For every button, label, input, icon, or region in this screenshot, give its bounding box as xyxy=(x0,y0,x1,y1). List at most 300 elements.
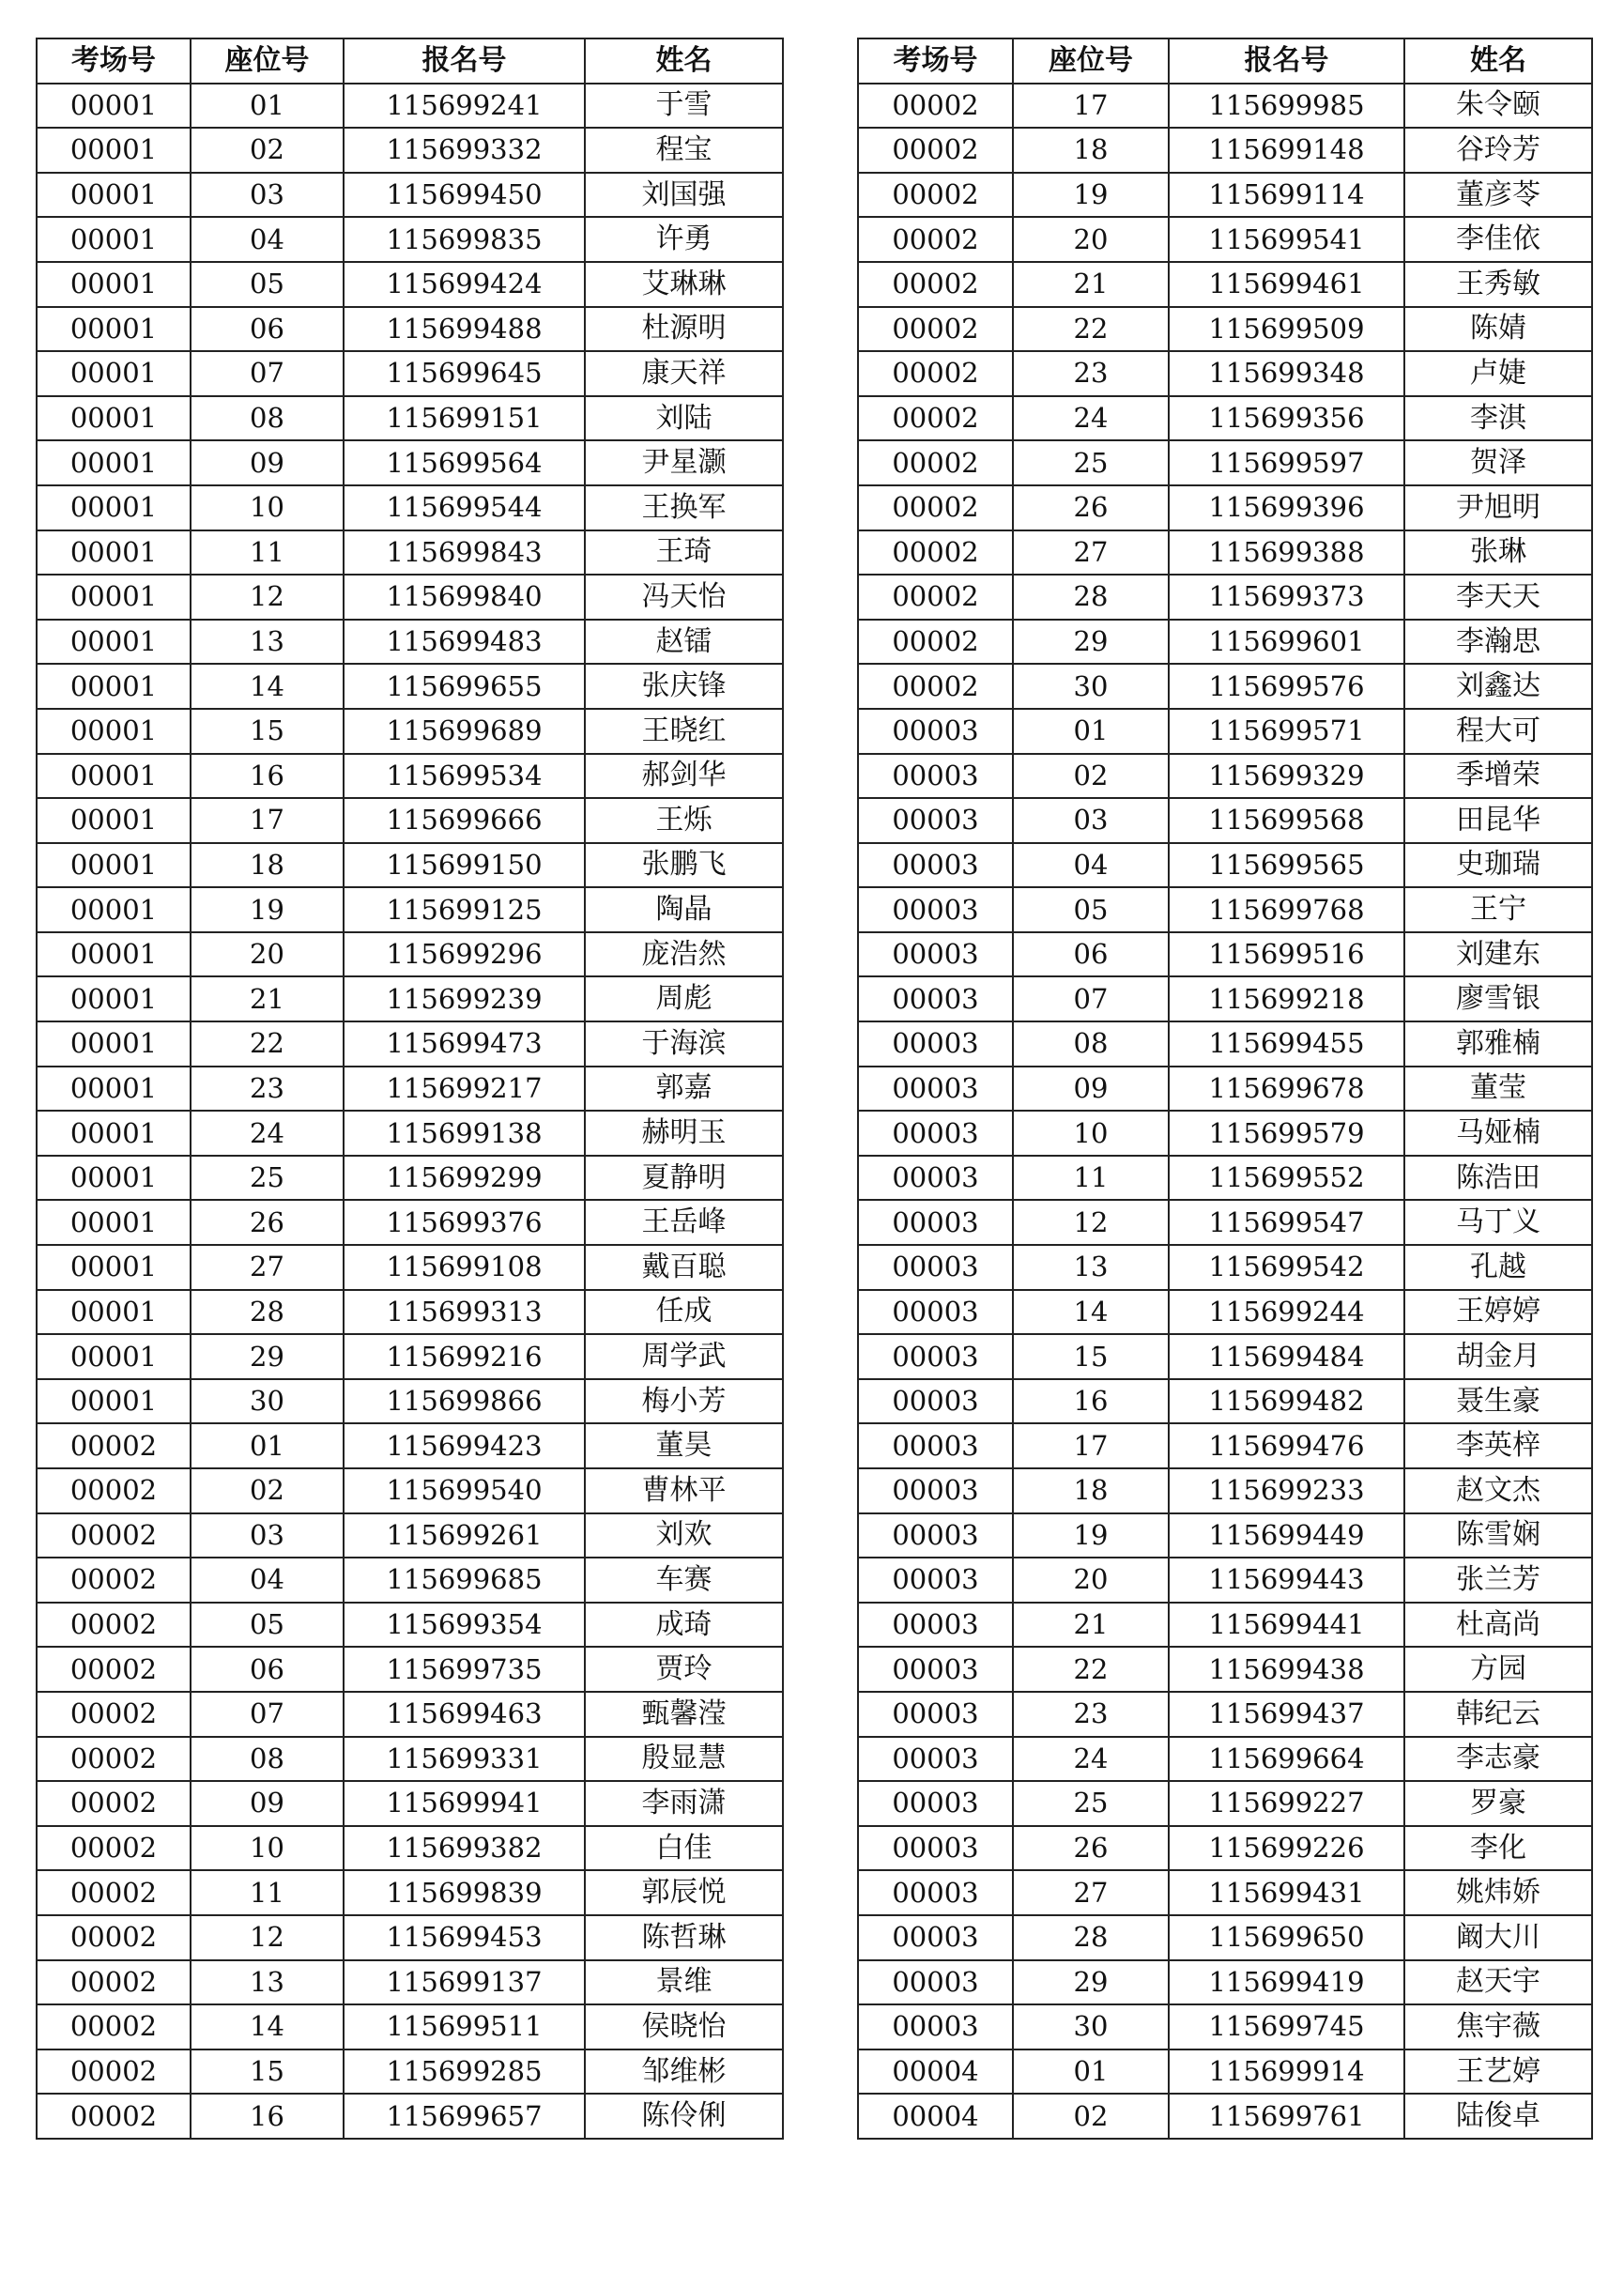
table-row xyxy=(37,440,783,485)
cell-exam-room: 00002 xyxy=(858,396,1013,441)
cell-exam-room: 00003 xyxy=(858,2004,1013,2049)
table-row xyxy=(37,887,783,932)
cell-registration-number: 115699348 xyxy=(1169,351,1404,396)
table-row xyxy=(858,1603,1592,1648)
cell-seat-number: 21 xyxy=(1013,262,1169,307)
cell-seat-number: 14 xyxy=(191,2004,344,2049)
cell-name: 杜高尚 xyxy=(1404,1603,1592,1648)
table-row xyxy=(37,1603,783,1648)
cell-name: 张庆锋 xyxy=(585,664,783,709)
cell-exam-room: 00001 xyxy=(37,843,191,888)
header-exam-room: 考场号 xyxy=(37,38,191,84)
cell-registration-number: 115699463 xyxy=(344,1692,585,1737)
cell-registration-number: 115699424 xyxy=(344,262,585,307)
cell-name: 罗豪 xyxy=(1404,1781,1592,1826)
cell-name: 李英梓 xyxy=(1404,1423,1592,1468)
table-row xyxy=(858,1423,1592,1468)
cell-name: 冯天怡 xyxy=(585,575,783,620)
cell-registration-number: 115699261 xyxy=(344,1513,585,1558)
cell-exam-room: 00003 xyxy=(858,1603,1013,1648)
header-registration-number: 报名号 xyxy=(344,38,585,84)
cell-exam-room: 00003 xyxy=(858,1826,1013,1871)
cell-registration-number: 115699137 xyxy=(344,1960,585,2005)
cell-seat-number: 11 xyxy=(1013,1156,1169,1201)
table-row xyxy=(37,1558,783,1603)
cell-seat-number: 26 xyxy=(191,1200,344,1245)
cell-exam-room: 00003 xyxy=(858,1156,1013,1201)
cell-seat-number: 10 xyxy=(191,485,344,530)
cell-seat-number: 05 xyxy=(1013,887,1169,932)
cell-exam-room: 00001 xyxy=(37,396,191,441)
cell-name: 贾玲 xyxy=(585,1647,783,1692)
table-row xyxy=(37,976,783,1021)
cell-name: 杜源明 xyxy=(585,307,783,352)
cell-exam-room: 00002 xyxy=(37,1558,191,1603)
cell-seat-number: 16 xyxy=(191,2094,344,2139)
cell-registration-number: 115699568 xyxy=(1169,798,1404,843)
cell-seat-number: 28 xyxy=(1013,575,1169,620)
cell-registration-number: 115699540 xyxy=(344,1468,585,1513)
cell-exam-room: 00001 xyxy=(37,307,191,352)
cell-exam-room: 00002 xyxy=(858,530,1013,576)
cell-registration-number: 115699455 xyxy=(1169,1021,1404,1067)
cell-registration-number: 115699735 xyxy=(344,1647,585,1692)
table-row xyxy=(37,1067,783,1112)
table-row xyxy=(37,1200,783,1245)
cell-name: 殷显慧 xyxy=(585,1737,783,1782)
cell-registration-number: 115699227 xyxy=(1169,1781,1404,1826)
cell-name: 成琦 xyxy=(585,1603,783,1648)
cell-seat-number: 09 xyxy=(1013,1067,1169,1112)
cell-name: 许勇 xyxy=(585,217,783,262)
cell-exam-room: 00001 xyxy=(37,530,191,576)
cell-exam-room: 00001 xyxy=(37,1111,191,1156)
table-row xyxy=(37,575,783,620)
cell-seat-number: 07 xyxy=(191,1692,344,1737)
cell-seat-number: 17 xyxy=(1013,1423,1169,1468)
cell-registration-number: 115699449 xyxy=(1169,1513,1404,1558)
table-row xyxy=(858,1245,1592,1290)
cell-name: 刘国强 xyxy=(585,173,783,218)
cell-seat-number: 10 xyxy=(191,1826,344,1871)
cell-seat-number: 22 xyxy=(1013,1647,1169,1692)
cell-exam-room: 00003 xyxy=(858,1647,1013,1692)
cell-exam-room: 00002 xyxy=(858,620,1013,665)
cell-exam-room: 00003 xyxy=(858,1468,1013,1513)
cell-seat-number: 04 xyxy=(1013,843,1169,888)
cell-name: 季增荣 xyxy=(1404,754,1592,799)
cell-seat-number: 15 xyxy=(191,2049,344,2095)
cell-seat-number: 23 xyxy=(1013,351,1169,396)
cell-exam-room: 00001 xyxy=(37,217,191,262)
cell-exam-room: 00002 xyxy=(858,485,1013,530)
cell-registration-number: 115699542 xyxy=(1169,1245,1404,1290)
cell-exam-room: 00001 xyxy=(37,1290,191,1335)
cell-registration-number: 115699579 xyxy=(1169,1111,1404,1156)
cell-exam-room: 00001 xyxy=(37,976,191,1021)
cell-seat-number: 11 xyxy=(191,530,344,576)
table-row xyxy=(858,1870,1592,1915)
cell-registration-number: 115699840 xyxy=(344,575,585,620)
cell-exam-room: 00003 xyxy=(858,1423,1013,1468)
cell-seat-number: 06 xyxy=(191,1647,344,1692)
table-row xyxy=(858,1781,1592,1826)
table-row xyxy=(858,1647,1592,1692)
cell-registration-number: 115699516 xyxy=(1169,932,1404,977)
table-row xyxy=(37,1156,783,1201)
table-row xyxy=(858,2004,1592,2049)
cell-name: 聂生豪 xyxy=(1404,1379,1592,1424)
cell-registration-number: 115699544 xyxy=(344,485,585,530)
cell-name: 邹维彬 xyxy=(585,2049,783,2095)
cell-name: 陈浩田 xyxy=(1404,1156,1592,1201)
cell-seat-number: 19 xyxy=(1013,173,1169,218)
cell-exam-room: 00002 xyxy=(858,128,1013,173)
cell-name: 陈伶俐 xyxy=(585,2094,783,2139)
cell-registration-number: 115699689 xyxy=(344,709,585,754)
cell-registration-number: 115699453 xyxy=(344,1915,585,1960)
cell-seat-number: 19 xyxy=(191,887,344,932)
table-row xyxy=(37,843,783,888)
cell-seat-number: 18 xyxy=(191,843,344,888)
cell-exam-room: 00003 xyxy=(858,798,1013,843)
cell-name: 赵文杰 xyxy=(1404,1468,1592,1513)
table-row xyxy=(858,620,1592,665)
cell-registration-number: 115699226 xyxy=(1169,1826,1404,1871)
table-row xyxy=(37,1513,783,1558)
cell-seat-number: 19 xyxy=(1013,1513,1169,1558)
cell-registration-number: 115699571 xyxy=(1169,709,1404,754)
cell-exam-room: 00002 xyxy=(37,1737,191,1782)
cell-registration-number: 115699450 xyxy=(344,173,585,218)
cell-name: 王晓红 xyxy=(585,709,783,754)
table-row xyxy=(37,664,783,709)
cell-name: 田昆华 xyxy=(1404,798,1592,843)
cell-seat-number: 01 xyxy=(191,1423,344,1468)
cell-registration-number: 115699241 xyxy=(344,84,585,129)
header-exam-room: 考场号 xyxy=(858,38,1013,84)
cell-name: 方园 xyxy=(1404,1647,1592,1692)
cell-seat-number: 30 xyxy=(1013,664,1169,709)
cell-registration-number: 115699299 xyxy=(344,1156,585,1201)
cell-name: 艾琳琳 xyxy=(585,262,783,307)
cell-seat-number: 27 xyxy=(1013,1870,1169,1915)
header-registration-number: 报名号 xyxy=(1169,38,1404,84)
cell-seat-number: 28 xyxy=(191,1290,344,1335)
table-row xyxy=(858,1468,1592,1513)
table-row xyxy=(858,1558,1592,1603)
cell-seat-number: 27 xyxy=(1013,530,1169,576)
cell-seat-number: 13 xyxy=(1013,1245,1169,1290)
cell-seat-number: 16 xyxy=(1013,1379,1169,1424)
cell-exam-room: 00001 xyxy=(37,709,191,754)
cell-registration-number: 115699388 xyxy=(1169,530,1404,576)
cell-exam-room: 00002 xyxy=(37,1423,191,1468)
cell-name: 周彪 xyxy=(585,976,783,1021)
cell-name: 李淇 xyxy=(1404,396,1592,441)
table-row xyxy=(37,1334,783,1379)
cell-name: 史珈瑞 xyxy=(1404,843,1592,888)
cell-name: 姚炜娇 xyxy=(1404,1870,1592,1915)
cell-exam-room: 00003 xyxy=(858,1692,1013,1737)
cell-exam-room: 00003 xyxy=(858,932,1013,977)
cell-name: 程宝 xyxy=(585,128,783,173)
cell-seat-number: 28 xyxy=(1013,1915,1169,1960)
cell-registration-number: 115699138 xyxy=(344,1111,585,1156)
cell-registration-number: 115699866 xyxy=(344,1379,585,1424)
cell-exam-room: 00002 xyxy=(858,262,1013,307)
cell-registration-number: 115699382 xyxy=(344,1826,585,1871)
cell-exam-room: 00001 xyxy=(37,351,191,396)
table-header-row xyxy=(37,38,783,84)
cell-registration-number: 115699509 xyxy=(1169,307,1404,352)
cell-name: 陈哲琳 xyxy=(585,1915,783,1960)
cell-registration-number: 115699645 xyxy=(344,351,585,396)
cell-seat-number: 18 xyxy=(1013,1468,1169,1513)
table-row xyxy=(37,1468,783,1513)
cell-seat-number: 25 xyxy=(1013,440,1169,485)
cell-exam-room: 00003 xyxy=(858,1960,1013,2005)
cell-exam-room: 00002 xyxy=(858,84,1013,129)
cell-exam-room: 00002 xyxy=(37,2094,191,2139)
cell-name: 刘欢 xyxy=(585,1513,783,1558)
cell-name: 白佳 xyxy=(585,1826,783,1871)
table-row xyxy=(37,1245,783,1290)
cell-exam-room: 00002 xyxy=(37,1468,191,1513)
cell-name: 郭雅楠 xyxy=(1404,1021,1592,1067)
cell-exam-room: 00002 xyxy=(37,1513,191,1558)
cell-name: 卢婕 xyxy=(1404,351,1592,396)
table-row xyxy=(858,2094,1592,2139)
cell-seat-number: 20 xyxy=(1013,217,1169,262)
cell-seat-number: 29 xyxy=(1013,620,1169,665)
cell-seat-number: 06 xyxy=(1013,932,1169,977)
cell-seat-number: 12 xyxy=(1013,1200,1169,1245)
cell-registration-number: 115699329 xyxy=(1169,754,1404,799)
cell-exam-room: 00001 xyxy=(37,620,191,665)
cell-registration-number: 115699488 xyxy=(344,307,585,352)
cell-registration-number: 115699650 xyxy=(1169,1915,1404,1960)
table-row xyxy=(858,1737,1592,1782)
cell-exam-room: 00001 xyxy=(37,1245,191,1290)
cell-registration-number: 115699835 xyxy=(344,217,585,262)
cell-name: 车赛 xyxy=(585,1558,783,1603)
cell-exam-room: 00002 xyxy=(37,2049,191,2095)
table-row xyxy=(37,485,783,530)
cell-seat-number: 06 xyxy=(191,307,344,352)
cell-registration-number: 115699331 xyxy=(344,1737,585,1782)
cell-name: 李佳依 xyxy=(1404,217,1592,262)
cell-registration-number: 115699396 xyxy=(1169,485,1404,530)
cell-registration-number: 115699354 xyxy=(344,1603,585,1648)
cell-seat-number: 24 xyxy=(191,1111,344,1156)
cell-exam-room: 00001 xyxy=(37,485,191,530)
cell-name: 张琳 xyxy=(1404,530,1592,576)
cell-registration-number: 115699914 xyxy=(1169,2049,1404,2095)
cell-seat-number: 01 xyxy=(1013,2049,1169,2095)
cell-seat-number: 12 xyxy=(191,575,344,620)
table-row xyxy=(37,1021,783,1067)
cell-name: 董彦苓 xyxy=(1404,173,1592,218)
table-row xyxy=(37,84,783,129)
cell-exam-room: 00003 xyxy=(858,754,1013,799)
cell-exam-room: 00001 xyxy=(37,84,191,129)
cell-name: 王宁 xyxy=(1404,887,1592,932)
table-row xyxy=(37,1290,783,1335)
cell-exam-room: 00001 xyxy=(37,262,191,307)
cell-exam-room: 00003 xyxy=(858,1290,1013,1335)
cell-name: 戴百聪 xyxy=(585,1245,783,1290)
cell-seat-number: 23 xyxy=(191,1067,344,1112)
cell-exam-room: 00003 xyxy=(858,1021,1013,1067)
cell-name: 张兰芳 xyxy=(1404,1558,1592,1603)
table-row xyxy=(37,620,783,665)
table-row xyxy=(858,976,1592,1021)
cell-name: 梅小芳 xyxy=(585,1379,783,1424)
cell-seat-number: 20 xyxy=(1013,1558,1169,1603)
cell-seat-number: 02 xyxy=(191,1468,344,1513)
table-row xyxy=(858,887,1592,932)
cell-seat-number: 03 xyxy=(191,1513,344,1558)
cell-exam-room: 00001 xyxy=(37,128,191,173)
cell-name: 夏静明 xyxy=(585,1156,783,1201)
cell-name: 陈婧 xyxy=(1404,307,1592,352)
cell-registration-number: 115699565 xyxy=(1169,843,1404,888)
cell-exam-room: 00003 xyxy=(858,1379,1013,1424)
cell-seat-number: 09 xyxy=(191,1781,344,1826)
table-row xyxy=(37,932,783,977)
cell-seat-number: 02 xyxy=(1013,2094,1169,2139)
cell-registration-number: 115699552 xyxy=(1169,1156,1404,1201)
cell-seat-number: 24 xyxy=(1013,396,1169,441)
cell-exam-room: 00004 xyxy=(858,2094,1013,2139)
cell-registration-number: 115699443 xyxy=(1169,1558,1404,1603)
cell-seat-number: 05 xyxy=(191,262,344,307)
cell-seat-number: 04 xyxy=(191,1558,344,1603)
cell-registration-number: 115699564 xyxy=(344,440,585,485)
cell-exam-room: 00002 xyxy=(37,1915,191,1960)
table-row xyxy=(37,2049,783,2095)
cell-registration-number: 115699239 xyxy=(344,976,585,1021)
cell-name: 郝剑华 xyxy=(585,754,783,799)
cell-exam-room: 00003 xyxy=(858,1513,1013,1558)
table-row xyxy=(858,1960,1592,2005)
table-row xyxy=(858,709,1592,754)
table-row xyxy=(37,1826,783,1871)
cell-name: 李天天 xyxy=(1404,575,1592,620)
cell-name: 于雪 xyxy=(585,84,783,129)
cell-exam-room: 00003 xyxy=(858,1111,1013,1156)
cell-registration-number: 115699419 xyxy=(1169,1960,1404,2005)
cell-name: 马娅楠 xyxy=(1404,1111,1592,1156)
cell-exam-room: 00003 xyxy=(858,709,1013,754)
cell-name: 王婷婷 xyxy=(1404,1290,1592,1335)
table-row xyxy=(37,1737,783,1782)
cell-exam-room: 00002 xyxy=(37,1603,191,1648)
table-row xyxy=(858,932,1592,977)
cell-registration-number: 115699534 xyxy=(344,754,585,799)
cell-name: 刘建东 xyxy=(1404,932,1592,977)
cell-registration-number: 115699438 xyxy=(1169,1647,1404,1692)
cell-registration-number: 115699150 xyxy=(344,843,585,888)
cell-seat-number: 21 xyxy=(191,976,344,1021)
cell-registration-number: 115699332 xyxy=(344,128,585,173)
cell-seat-number: 08 xyxy=(191,1737,344,1782)
table-row xyxy=(37,530,783,576)
cell-seat-number: 11 xyxy=(191,1870,344,1915)
table-header-row xyxy=(858,38,1592,84)
cell-name: 周学武 xyxy=(585,1334,783,1379)
cell-seat-number: 25 xyxy=(191,1156,344,1201)
cell-seat-number: 15 xyxy=(1013,1334,1169,1379)
table-row xyxy=(37,262,783,307)
cell-exam-room: 00004 xyxy=(858,2049,1013,2095)
cell-seat-number: 04 xyxy=(191,217,344,262)
cell-name: 郭嘉 xyxy=(585,1067,783,1112)
table-row xyxy=(858,84,1592,129)
cell-registration-number: 115699678 xyxy=(1169,1067,1404,1112)
cell-registration-number: 115699461 xyxy=(1169,262,1404,307)
table-row xyxy=(858,575,1592,620)
cell-seat-number: 29 xyxy=(191,1334,344,1379)
cell-exam-room: 00002 xyxy=(858,307,1013,352)
cell-registration-number: 115699476 xyxy=(1169,1423,1404,1468)
cell-registration-number: 115699441 xyxy=(1169,1603,1404,1648)
table-row xyxy=(37,217,783,262)
cell-seat-number: 13 xyxy=(191,620,344,665)
table-row xyxy=(37,1647,783,1692)
table-row xyxy=(37,798,783,843)
cell-seat-number: 26 xyxy=(1013,1826,1169,1871)
cell-exam-room: 00001 xyxy=(37,1156,191,1201)
cell-seat-number: 01 xyxy=(1013,709,1169,754)
cell-name: 任成 xyxy=(585,1290,783,1335)
cell-seat-number: 03 xyxy=(1013,798,1169,843)
cell-seat-number: 23 xyxy=(1013,1692,1169,1737)
cell-name: 程大可 xyxy=(1404,709,1592,754)
cell-name: 马丁义 xyxy=(1404,1200,1592,1245)
cell-registration-number: 115699244 xyxy=(1169,1290,1404,1335)
table-row xyxy=(858,1379,1592,1424)
table-row xyxy=(858,217,1592,262)
table-row xyxy=(858,1290,1592,1335)
cell-exam-room: 00001 xyxy=(37,1021,191,1067)
cell-name: 刘陆 xyxy=(585,396,783,441)
cell-exam-room: 00002 xyxy=(37,2004,191,2049)
cell-registration-number: 115699356 xyxy=(1169,396,1404,441)
cell-registration-number: 115699484 xyxy=(1169,1334,1404,1379)
cell-registration-number: 115699125 xyxy=(344,887,585,932)
table-row xyxy=(37,396,783,441)
cell-seat-number: 15 xyxy=(191,709,344,754)
cell-seat-number: 22 xyxy=(191,1021,344,1067)
table-row xyxy=(37,173,783,218)
cell-registration-number: 115699576 xyxy=(1169,664,1404,709)
cell-registration-number: 115699657 xyxy=(344,2094,585,2139)
table-row xyxy=(37,709,783,754)
cell-seat-number: 13 xyxy=(191,1960,344,2005)
cell-name: 阚大川 xyxy=(1404,1915,1592,1960)
cell-seat-number: 09 xyxy=(191,440,344,485)
cell-name: 韩纪云 xyxy=(1404,1692,1592,1737)
table-row xyxy=(858,262,1592,307)
cell-exam-room: 00002 xyxy=(37,1870,191,1915)
cell-registration-number: 115699148 xyxy=(1169,128,1404,173)
cell-exam-room: 00002 xyxy=(858,440,1013,485)
cell-seat-number: 30 xyxy=(1013,2004,1169,2049)
table-row xyxy=(37,754,783,799)
cell-seat-number: 26 xyxy=(1013,485,1169,530)
